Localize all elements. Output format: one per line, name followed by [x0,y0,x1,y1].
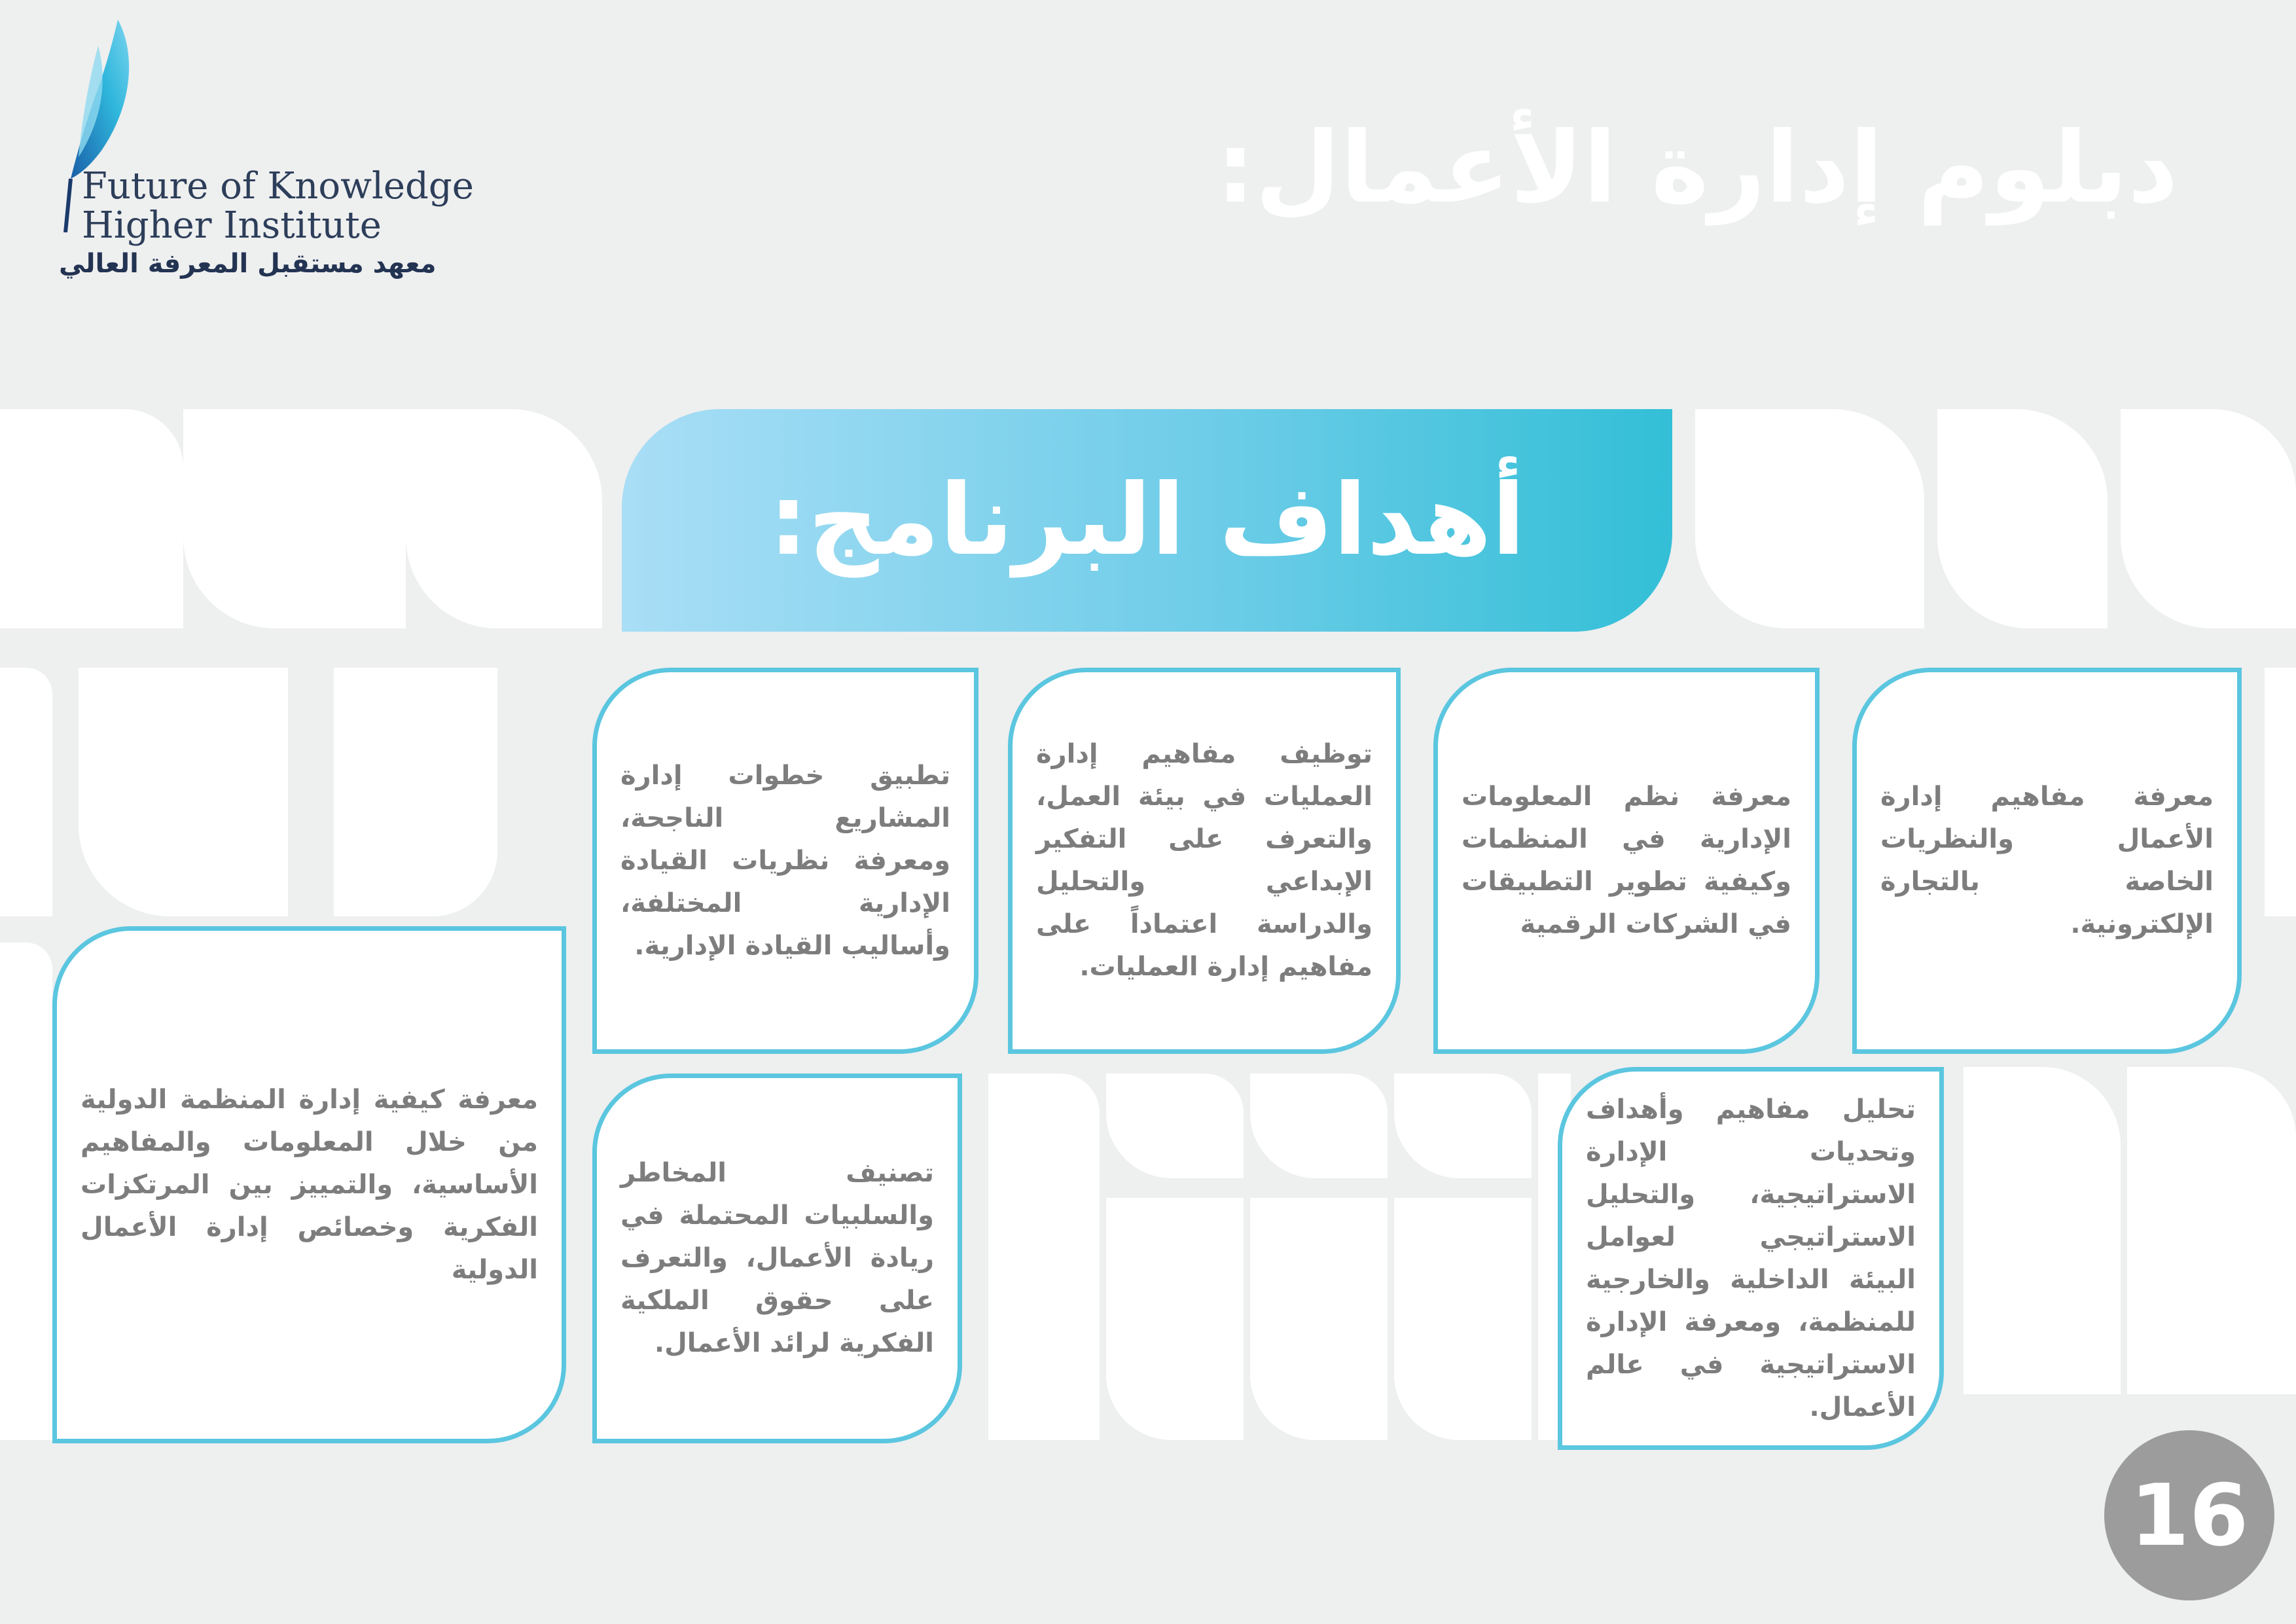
section-banner [622,409,1672,632]
objective-text: تطبيق خطوات إدارة المشاريع الناجحة، ومعرفة نظريات القيادة الإدارية المختلفة، وأساليب القيادة الإدارية. [620,760,950,961]
objective-text: معرفة نظم المعلومات الإدارية في المنظمات وكيفية تطوير التطبيقات في الشركات الرقمية [1462,782,1791,939]
objective-card-ecommerce [1852,668,2242,1054]
logo-english-name [82,167,474,245]
objective-card-operations [1008,668,1401,1054]
objective-card-international [52,926,566,1443]
objective-card-strategy [1558,1067,1944,1450]
objective-text: تحليل مفاهيم وأهداف وتحديات الإدارة الاستراتيجية، والتحليل الاستراتيجي لعوامل البيئة الداخلية والخارجية للمنظمة، ومعرفة الإدارة الاستراتيجية في عالم الأعمال. [1586,1094,1916,1422]
logo-arabic-name: معهد مستقبل المعرفة العالي [59,249,437,279]
logo-name-line2: Higher Institute [82,204,382,247]
page-number-badge: 16 [2104,1430,2274,1600]
section-heading: أهداف البرنامج: [768,463,1526,577]
objective-card-mis [1433,668,1820,1054]
logo-name-line1: Future of Knowledge [82,165,474,208]
objective-text: تصنيف المخاطر والسلبيات المحتملة في ريادة الأعمال، والتعرف على حقوق الملكية الفكرية لرائد الأعمال. [620,1158,934,1358]
objective-text: معرفة كيفية إدارة المنظمة الدولية من خلال المعلومات والمفاهيم الأساسية، والتمييز بين المرتكزات الفكرية وخصائص إدارة الأعمال الدولية [81,1084,538,1285]
objective-card-entrepreneurship [592,1074,962,1443]
objective-card-projects [592,668,978,1054]
objective-text: معرفة مفاهيم إدارة الأعمال والنظريات الخاصة بالتجارة الإلكترونية. [1880,782,2214,939]
institute-logo [39,16,511,278]
objective-text: توظيف مفاهيم إدارة العمليات في بيئة العمل، والتعرف على التفكير الإبداعي والتحليل والدراسة اعتماداً على مفاهيم إدارة العمليات. [1036,739,1372,982]
page-title: دبلوم إدارة الأعمال: [1215,111,2178,225]
